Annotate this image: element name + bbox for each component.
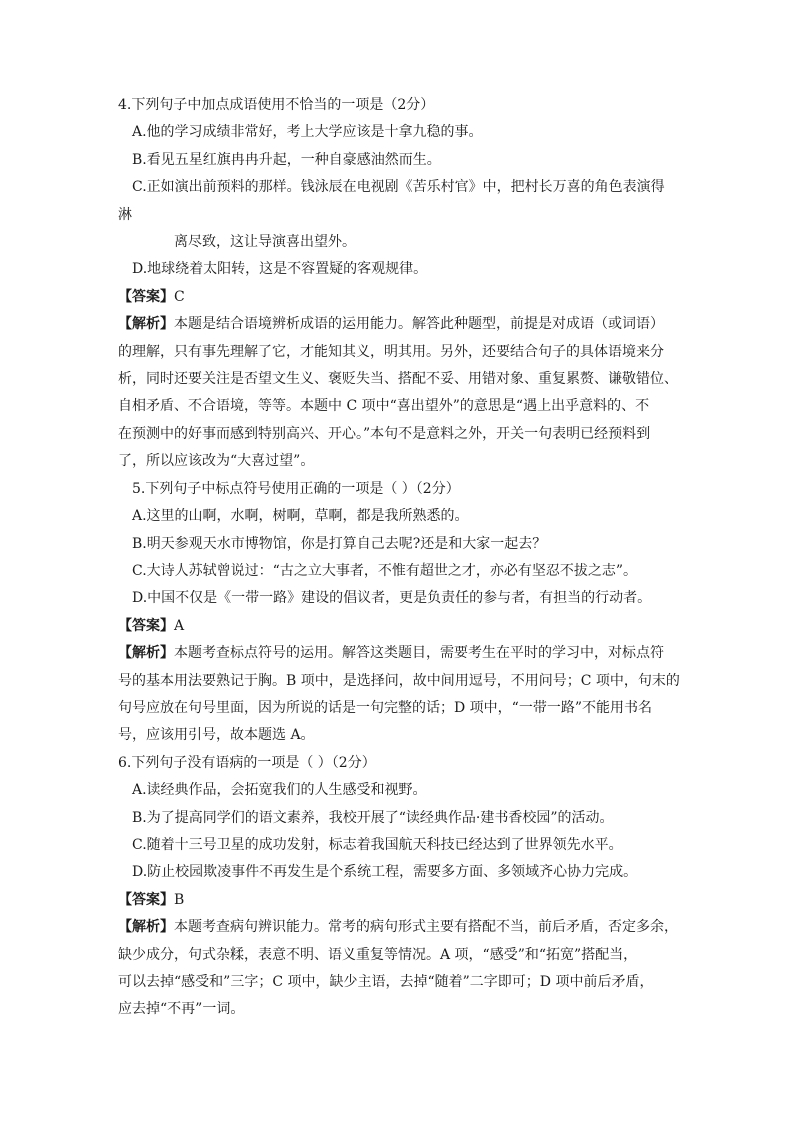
question-4-answer	[118, 284, 678, 311]
question-6-option-a: A.读经典作品，会拓宽我们的人生感受和视野。	[132, 782, 427, 799]
question-4-analysis	[118, 311, 678, 475]
analysis-line: 在预测中的好事而感到特别高兴、开心。”本句不是意料之外，开关一句表明已经预料到	[118, 425, 651, 442]
analysis-line: 可以去掉“感受和”三字；C 项中，缺少主语，去掉“随着”二字即可；D 项中前后矛盾，	[118, 974, 654, 990]
question-5-answer	[118, 613, 678, 640]
question-4-option-c: C.正如演出前预料的那样。钱泳辰在电视剧《苦乐村官》中，把村长万喜的角色表演得	[132, 179, 665, 196]
analysis-line: 了，所以应该改为“大喜过望”。	[118, 453, 315, 470]
analysis-line: 缺少成分，句式杂糅，表意不明、语义重复等情况。A 项，“感受”和“拓宽”搭配当，	[118, 946, 638, 963]
answer-value: C	[174, 288, 185, 305]
question-5-analysis	[118, 640, 678, 750]
analysis-line: 的理解，只有事先理解了它，才能知其义，明其用。另外，还要结合句子的具体语境来分	[118, 343, 664, 360]
analysis-line: 号，应该用引号，故本题选 A。	[118, 727, 315, 744]
answer-key: 【答案】	[118, 891, 174, 908]
question-6-option-d: D.防止校园欺凌事件不再发生是个系统工程，需要多方面、多领域齐心协力完成。	[132, 864, 638, 881]
analysis-line: 句号应放在句号里面，因为所说的话是一句完整的话；D 项中，“一带一路”不能用书名	[118, 699, 652, 716]
answer-value: B	[174, 891, 185, 908]
question-4-option-c-continuation: 离尽致，这让导演喜出望外。	[174, 234, 356, 251]
question-4-option-b: B.看见五星红旗冉冉升起，一种自豪感油然而生。	[132, 151, 441, 168]
question-5	[118, 476, 678, 750]
question-5-title: 5.下列句子中标点符号使用正确的一项是（ ）（2分）	[132, 480, 460, 497]
analysis-key: 【解析】	[118, 645, 174, 662]
question-4-title: 4.下列句子中加点成语使用不恰当的一项是（2分）	[118, 97, 435, 113]
question-6-analysis	[118, 914, 678, 1024]
question-5-option-b: B.明天参观天水市博物馆，你是打算自己去呢?还是和大家一起去？	[132, 535, 547, 552]
question-4-option-a: A.他的学习成绩非常好，考上大学应该是十拿九稳的事。	[132, 124, 483, 141]
analysis-key: 【解析】	[118, 919, 174, 936]
analysis-line: 应去掉“不再”一词。	[118, 1001, 245, 1018]
question-6-option-c: C.随着十三号卫星的成功发射，标志着我国航天科技已经达到了世界领先水平。	[132, 836, 623, 853]
answer-key: 【答案】	[118, 617, 174, 634]
question-5-option-a: A.这里的山啊，水啊，树啊，草啊，都是我所熟悉的。	[132, 508, 469, 525]
question-4	[118, 92, 678, 476]
question-6-option-b: B.为了提高同学们的语文素养，我校开展了“读经典作品·建书香校园”的活动。	[132, 809, 614, 826]
answer-key: 【答案】	[118, 288, 174, 305]
analysis-line: 本题考查病句辨识能力。常考的病句形式主要有搭配不当，前后矛盾，否定多余，	[174, 919, 678, 936]
answer-value: A	[174, 617, 185, 634]
question-4-option-d: D.地球绕着太阳转，这是不容置疑的客观规律。	[132, 261, 428, 278]
question-6	[118, 750, 678, 1024]
analysis-line: 本题考查标点符号的运用。解答这类题目，需要考生在平时的学习中，对标点符	[174, 645, 664, 662]
question-4-option-c-wrap: 淋	[118, 206, 132, 223]
question-6-answer	[118, 887, 678, 914]
question-5-option-c: C.大诗人苏轼曾说过：“古之立大事者，不惟有超世之才，亦必有坚忍不拔之志”。	[132, 562, 637, 579]
analysis-line: 析，同时还要关注是否望文生义、褒贬失当、搭配不妥、用错对象、重复累赘、谦敬错位、	[118, 371, 678, 388]
question-6-title: 6.下列句子没有语病的一项是（ ）（2分）	[118, 754, 376, 771]
analysis-key: 【解析】	[118, 316, 174, 333]
question-5-option-d: D.中国不仅是《一带一路》建设的倡议者，更是负责任的参与者，有担当的行动者。	[132, 590, 652, 607]
analysis-line: 本题是结合语境辨析成语的运用能力。解答此种题型，前提是对成语（或词语）	[174, 316, 664, 333]
document-body	[118, 92, 678, 1024]
analysis-line: 自相矛盾、不合语境，等等。本题中 C 项中“喜出望外”的意思是“遇上出乎意料的、不	[118, 398, 650, 415]
analysis-line: 号的基本用法要熟记于胸。B 项中，是选择问，故中间用逗号，不用问号；C 项中，句末的	[118, 672, 680, 689]
